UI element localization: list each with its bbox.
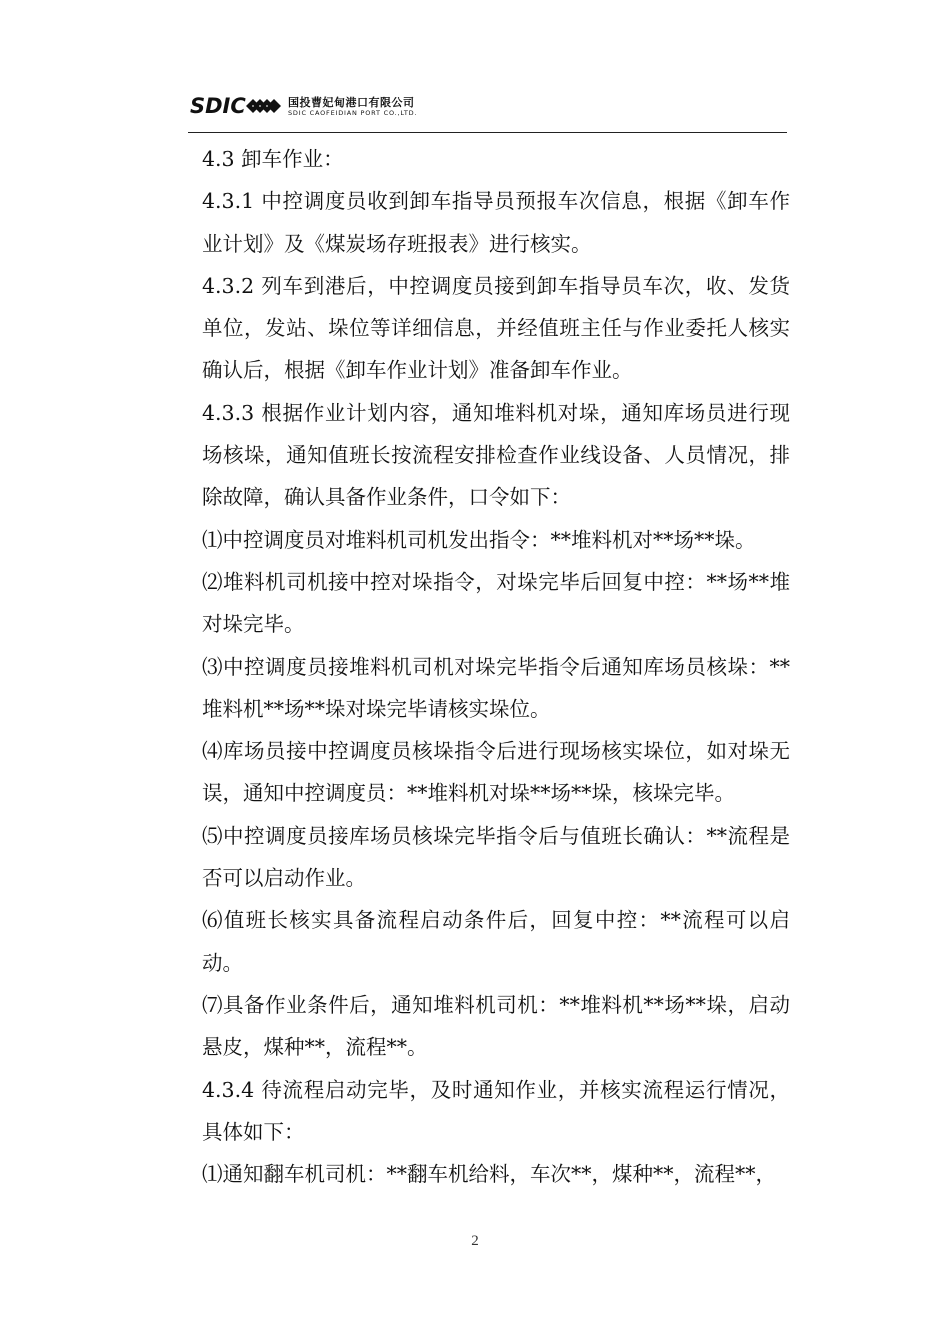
command-item-2: ⑵堆料机司机接中控对垛指令，对垛完毕后回复中控：**场**堆对垛完毕。: [202, 569, 790, 637]
header-divider: [188, 132, 787, 133]
page-number: 2: [471, 1233, 479, 1249]
sdic-logo-icon: [190, 92, 285, 120]
company-name-cn: 国投曹妃甸港口有限公司: [288, 96, 415, 109]
command-item-1: ⑴中控调度员对堆料机司机发出指令：**堆料机对**场**垛。: [202, 527, 756, 552]
logo-text: SDIC: [190, 94, 246, 118]
command-item-3: ⑶中控调度员接堆料机司机对垛完毕指令后通知库场员核垛：**堆料机**场**垛对垛完毕请核实垛位。: [202, 654, 790, 721]
company-name-en: SDIC CAOFEIDIAN PORT CO.,LTD.: [288, 109, 418, 117]
paragraph-4-3-3: 4.3.3 根据作业计划内容，通知堆料机对垛，通知库场员进行现场核垛，通知值班长按流程安排检查作业线设备、人员情况，排除故障，确认具备作业条件，口令如下：: [202, 400, 790, 510]
paragraph-4-3-2: 4.3.2 列车到港后，中控调度员接到卸车指导员车次，收、发货单位，发站、垛位等详细信息，并经值班主任与作业委托人核实确认后，根据《卸车作业计划》准备卸车作业。: [202, 273, 790, 383]
command-item-6: ⑹值班长核实具备流程启动条件后，回复中控：**流程可以启动。: [202, 908, 790, 975]
notify-item-1: ⑴通知翻车机司机：**翻车机给料，车次**，煤种**，流程**，: [202, 1162, 776, 1187]
paragraph-4-3-1: 4.3.1 中控调度员收到卸车指导员预报车次信息，根据《卸车作业计划》及《煤炭场存班报表》进行核实。: [202, 189, 790, 256]
section-heading-4-3: 4.3 卸车作业：: [202, 147, 344, 171]
page-header: [190, 90, 790, 130]
command-item-4: ⑷库场员接中控调度员核垛指令后进行现场核实垛位，如对垛无误，通知中控调度员：**堆料机对垛**场**垛，核垛完毕。: [202, 739, 790, 806]
paragraph-4-3-4: 4.3.4 待流程启动完毕，及时通知作业，并核实流程运行情况，具体如下：: [202, 1077, 790, 1144]
document-body: [202, 138, 790, 1195]
command-item-7: ⑺具备作业条件后，通知堆料机司机：**堆料机**场**垛，启动悬皮，煤种**，流程**。: [202, 992, 790, 1060]
command-item-5: ⑸中控调度员接库场员核垛完毕指令后与值班长确认：**流程是否可以启动作业。: [202, 823, 790, 891]
